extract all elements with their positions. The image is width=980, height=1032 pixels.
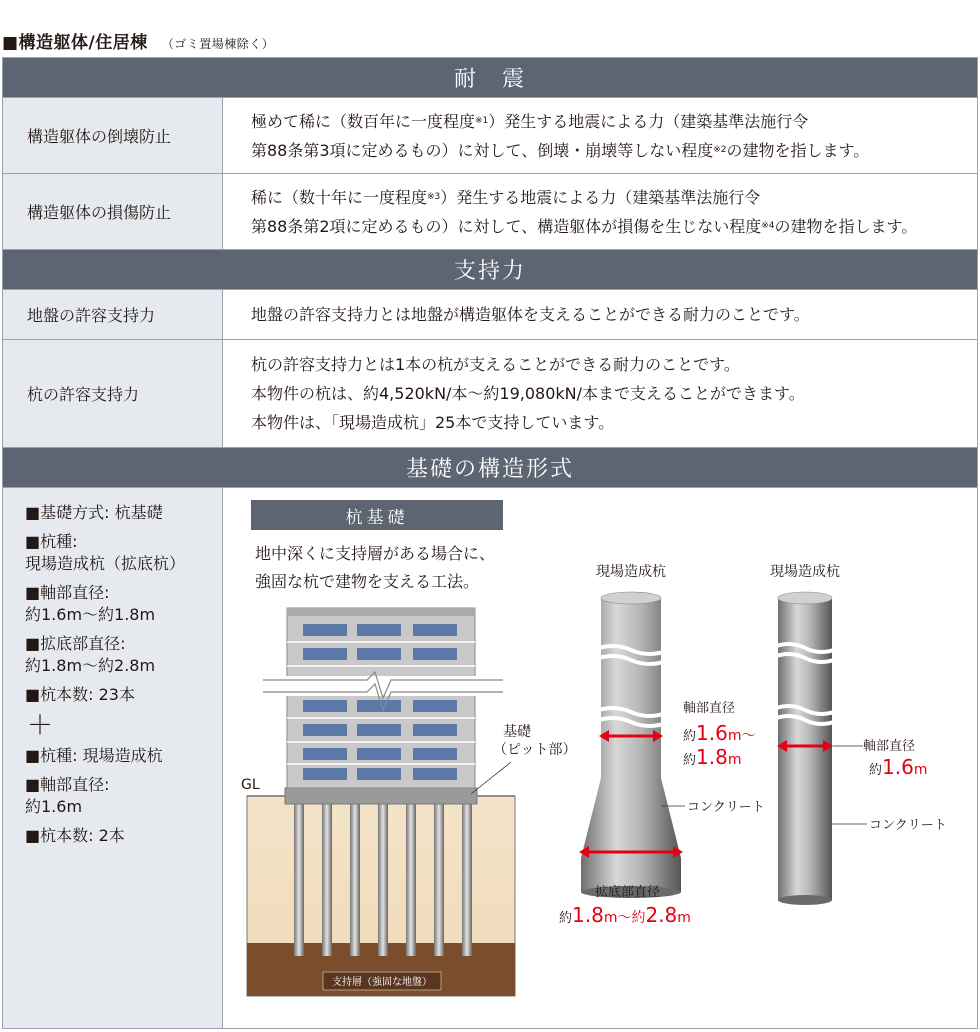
pile1-base-value: 約1.8m～約2.8m	[559, 903, 691, 927]
gl-label: GL	[241, 777, 260, 793]
row-value: 地盤の許容支持力とは地盤が構造躯体を支えることができる耐力のことです。	[251, 305, 810, 324]
foundation-row	[3, 488, 977, 1028]
spec-item: 約1.8m～約2.8m	[25, 656, 156, 675]
spec-item: ■杭種: 現場造成杭	[25, 746, 163, 765]
pile1-shaft-value-2: 約1.8m	[683, 745, 742, 769]
spec-item: ■杭種:	[25, 532, 78, 551]
pile-rod	[462, 804, 472, 956]
table-row	[3, 290, 977, 340]
pile1-base-label: 拡底部直径	[595, 885, 661, 900]
pile1-body	[581, 598, 681, 892]
pile1-shaft-value: 約1.6m～	[683, 721, 756, 745]
section-header-shiji: 支持力	[3, 250, 977, 290]
pile1-title: 現場造成杭	[596, 564, 666, 580]
row-label: 構造躯体の倒壊防止	[3, 98, 223, 173]
spec-item: ■軸部直径:	[25, 583, 110, 602]
pile-diagram-svg	[223, 488, 979, 1028]
spec-item: ■拡底部直径:	[25, 634, 126, 653]
pile-rod	[378, 804, 388, 956]
spec-item: ■杭本数: 23本	[25, 685, 135, 704]
spec-item: ■軸部直径:	[25, 775, 110, 794]
structure-table	[2, 57, 978, 1029]
plus-sign: ＋	[27, 711, 54, 741]
table-row	[3, 174, 977, 250]
pile-rod	[406, 804, 416, 956]
row-value: 稀に（数十年に一度程度$^{※3}$）発生する地震による力（建築基準法施行令 第88条第2項に定めるもの）に対して、構造躯体が損傷を生じない程度$^{※4}$の建物を指します。	[251, 187, 918, 236]
foundation-spec-list	[3, 488, 223, 1028]
page-title-note: （ゴミ置場棟除く）	[161, 37, 275, 51]
row-value: 極めて稀に（数百年に一度程度$^{※1}$）発生する地震による力（建築基準法施行令 第88条第3項に定めるもの）に対して、倒壊・崩壊等しない程度$^{※2}$の建物を指します。	[251, 111, 870, 160]
spec-item: 約1.6m	[25, 797, 83, 816]
building	[263, 608, 503, 788]
foundation-diagram	[223, 488, 977, 1028]
table-row	[3, 340, 977, 448]
pile-rod	[294, 804, 304, 956]
spec-item: ■基礎方式: 杭基礎	[25, 503, 163, 522]
kui-kiso-label: 杭基礎	[251, 500, 503, 530]
pile-rod	[322, 804, 332, 956]
support-layer-label: 支持層（強固な地盤）	[332, 977, 432, 988]
table-row	[3, 98, 977, 174]
row-value: 杭の許容支持力とは1本の杭が支えることができる耐力のことです。 本物件の杭は、約4,520kN/本～約19,080kN/本まで支えることができます。 本物件は、「現場造成杭」25本で支持しています。	[251, 355, 805, 432]
row-label: 地盤の許容支持力	[3, 290, 223, 339]
pile-rod	[350, 804, 360, 956]
kiso-label: 基礎	[503, 724, 531, 740]
spec-item: 約1.6m～約1.8m	[25, 605, 156, 624]
kui-kiso-description: 地中深くに支持層がある場合に、 強固な杭で建物を支える工法。	[255, 544, 496, 591]
pile-rod	[434, 804, 444, 956]
spec-item: ■杭本数: 2本	[25, 826, 125, 845]
pile2-title: 現場造成杭	[770, 564, 840, 580]
section-header-taishin: 耐 震	[3, 58, 977, 98]
pile1-shaft-label: 軸部直径	[683, 701, 736, 716]
page-title: ■構造躯体/住居棟 （ゴミ置場棟除く）	[2, 33, 275, 53]
pile2-shaft-label: 軸部直径	[863, 739, 916, 754]
kiso-pit-label: （ピット部）	[493, 742, 577, 758]
pile1-concrete-label: コンクリート	[687, 800, 765, 815]
row-label: 杭の許容支持力	[3, 340, 223, 447]
foundation-slab	[285, 788, 477, 804]
section-header-kiso: 基礎の構造形式	[3, 448, 977, 488]
pile2-shaft-value: 約1.6m	[869, 755, 928, 779]
row-label: 構造躯体の損傷防止	[3, 174, 223, 249]
spec-item: 現場造成杭（拡底杭）	[25, 554, 186, 573]
pile2-concrete-label: コンクリート	[869, 818, 947, 833]
